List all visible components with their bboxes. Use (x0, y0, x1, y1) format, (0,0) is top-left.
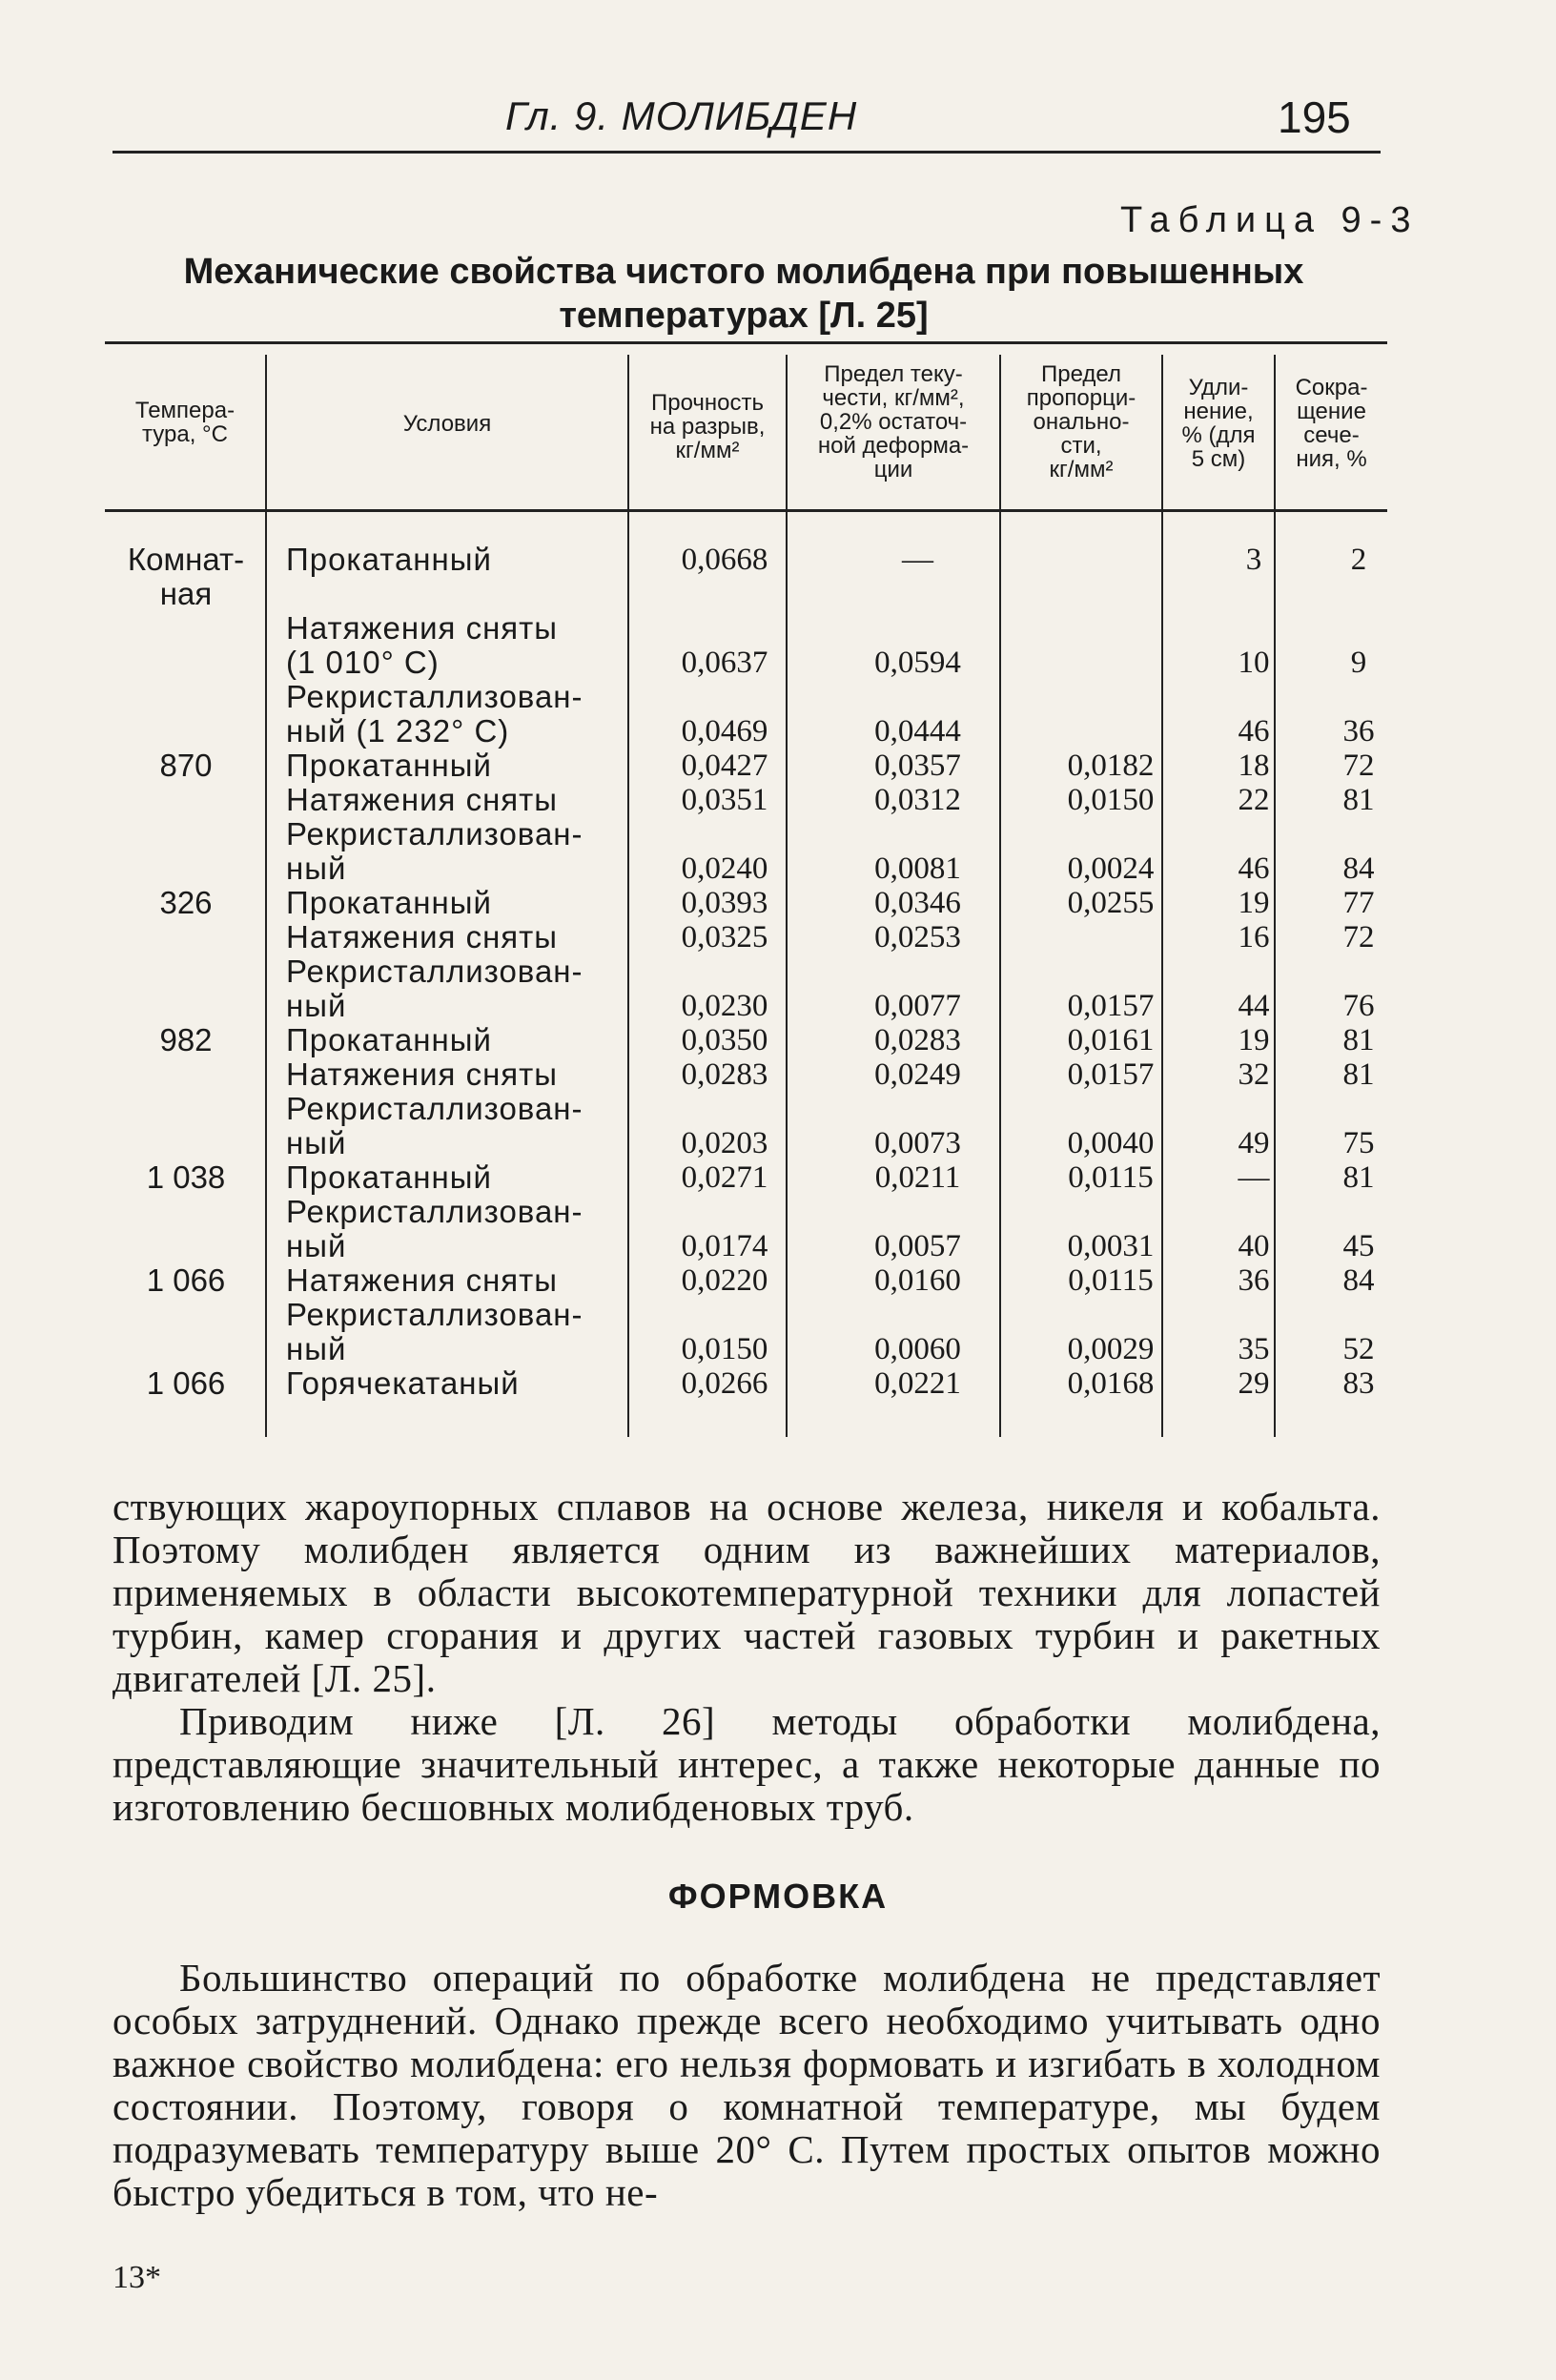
header-line: 5 см) (1191, 446, 1246, 472)
cell-yield: 0,0312 (874, 783, 961, 817)
cell-yield: 0,0253 (874, 920, 961, 954)
table-row (105, 1230, 1387, 1262)
table-row (105, 1093, 1387, 1125)
cell-strength: 0,0174 (681, 1229, 768, 1263)
cell-temperature: 982 (159, 1022, 213, 1057)
cell-proportionality: 0,0157 (1067, 989, 1155, 1023)
cell-reduction: 75 (1342, 1126, 1375, 1160)
cell-elongation: — (1238, 1160, 1270, 1195)
table-row (105, 955, 1387, 988)
cell-yield: 0,0249 (874, 1057, 961, 1092)
cell-reduction: 81 (1342, 1160, 1375, 1195)
cell-temperature: 870 (159, 748, 213, 783)
cell-proportionality: 0,0115 (1068, 1263, 1154, 1298)
cell-reduction: 72 (1342, 749, 1375, 783)
cell-conditions: ный (286, 1228, 347, 1263)
cell-conditions: Прокатанный (286, 542, 492, 577)
table-row (105, 1299, 1387, 1331)
col-header-strength (629, 391, 786, 462)
cell-conditions: Рекристаллизован- (286, 816, 584, 851)
cell-reduction: 81 (1342, 1023, 1375, 1057)
cell-strength: 0,0325 (681, 920, 768, 954)
col-header-reduction (1276, 376, 1387, 471)
col-header-conditions (267, 412, 627, 436)
table-label: Таблица 9-3 (1120, 200, 1420, 240)
cell-conditions: ный (1 232° С) (286, 713, 510, 749)
header-line: ной деформа- (817, 433, 970, 459)
header-line: сти, (1060, 433, 1102, 459)
col-header-yield (788, 362, 999, 482)
cell-conditions: Натяжения сняты (286, 1057, 558, 1092)
cell-conditions: Натяжения сняты (286, 782, 558, 817)
table-row (105, 784, 1387, 816)
cell-elongation: 44 (1238, 989, 1270, 1023)
cell-conditions: (1 010° С) (286, 645, 440, 680)
header-line: чести, кг/мм², (822, 385, 965, 411)
header-line: кг/мм² (1049, 457, 1114, 482)
table-row (105, 921, 1387, 954)
cell-yield: 0,0073 (874, 1126, 961, 1160)
col-header-elongation (1163, 376, 1274, 471)
header-line: Предел теку- (824, 361, 963, 387)
cell-temperature: 1 066 (146, 1262, 226, 1298)
table-row (105, 646, 1387, 679)
cell-reduction: 84 (1342, 851, 1375, 886)
cell-conditions: Рекристаллизован- (286, 1297, 584, 1332)
cell-reduction: 9 (1350, 646, 1367, 680)
cell-conditions: Натяжения сняты (286, 610, 558, 646)
cell-elongation: 16 (1238, 920, 1270, 954)
cell-elongation: 49 (1238, 1126, 1270, 1160)
cell-conditions: Натяжения сняты (286, 1262, 558, 1298)
cell-proportionality: 0,0031 (1067, 1229, 1155, 1263)
cell-strength: 0,0469 (681, 714, 768, 749)
cell-proportionality: 0,0029 (1067, 1332, 1155, 1366)
cell-reduction: 83 (1342, 1366, 1375, 1401)
cell-elongation: 46 (1238, 851, 1270, 886)
header-line: Предел (1041, 361, 1121, 387)
header-line: Сокра- (1295, 375, 1368, 400)
properties-table (105, 341, 1387, 1438)
header-line: на разрыв, (649, 414, 766, 440)
table-top-rule (105, 341, 1387, 344)
cell-conditions: Прокатанный (286, 748, 492, 783)
cell-yield: 0,0211 (874, 1160, 961, 1195)
header-line: пропорци- (1026, 385, 1136, 411)
cell-elongation: 36 (1238, 1263, 1270, 1298)
col-header-temp (105, 399, 265, 446)
cell-strength: 0,0203 (681, 1126, 768, 1160)
page-number: 195 (1278, 92, 1351, 142)
cell-reduction: 45 (1342, 1229, 1375, 1263)
table-row (105, 681, 1387, 713)
cell-strength: 0,0351 (681, 783, 768, 817)
cell-conditions: Рекристаллизован- (286, 1091, 584, 1126)
cell-proportionality: 0,0157 (1067, 1057, 1155, 1092)
header-rule (113, 151, 1381, 154)
col-header-proportionality (1001, 362, 1161, 482)
cell-reduction: 84 (1342, 1263, 1375, 1298)
cell-elongation: 35 (1238, 1332, 1270, 1366)
cell-conditions: Прокатанный (286, 885, 492, 920)
cell-yield: 0,0346 (874, 886, 961, 920)
cell-temperature: 326 (159, 885, 213, 920)
table-row (105, 578, 1387, 610)
cell-proportionality: 0,0161 (1067, 1023, 1155, 1057)
section-heading: ФОРМОВКА (667, 1877, 889, 1916)
table-row (105, 818, 1387, 851)
cell-strength: 0,0283 (681, 1057, 768, 1092)
paragraph: Большинство операций по обработке молибдена не представляет особых затруднений. Однако прежде всего необходимо учитывать одно важное свойство молибдена: его нельзя формовать и изгибать в холодном состоянии. Поэтому, говоря о комнатной температуре, мы будем подразумевать температуру выше 20° С. Путем простых опытов можно быстро убедиться в том, что не- (113, 1956, 1381, 2214)
cell-elongation: 40 (1238, 1229, 1270, 1263)
cell-yield: 0,0060 (874, 1332, 961, 1366)
cell-proportionality: 0,0255 (1067, 886, 1155, 920)
cell-elongation: 10 (1238, 646, 1270, 680)
cell-yield: 0,0077 (874, 989, 961, 1023)
header-line: Условия (402, 411, 492, 437)
table-row (105, 1367, 1387, 1400)
cell-reduction: 72 (1342, 920, 1375, 954)
cell-strength: 0,0240 (681, 851, 768, 886)
cell-strength: 0,0220 (681, 1263, 768, 1298)
table-row (105, 612, 1387, 645)
cell-strength: 0,0150 (681, 1332, 768, 1366)
table-title-line: температурах [Л. 25] (559, 296, 929, 336)
cell-yield: — (902, 543, 933, 577)
cell-strength: 0,0271 (681, 1160, 768, 1195)
cell-yield: 0,0283 (874, 1023, 961, 1057)
cell-temperature: 1 038 (146, 1159, 226, 1195)
table-row (105, 1024, 1387, 1057)
header-line: Прочность (650, 390, 765, 416)
cell-yield: 0,0357 (874, 749, 961, 783)
table-row (105, 715, 1387, 748)
cell-reduction: 76 (1342, 989, 1375, 1023)
cell-conditions: ный (286, 1331, 347, 1366)
signature-mark: 13* (113, 2260, 161, 2295)
cell-reduction: 81 (1342, 783, 1375, 817)
cell-conditions: ный (286, 1125, 347, 1160)
header-line: ции (873, 457, 913, 482)
header-line: онально- (1033, 409, 1130, 435)
cell-conditions: Натяжения сняты (286, 919, 558, 954)
table-row (105, 544, 1387, 576)
cell-conditions: Рекристаллизован- (286, 954, 584, 989)
running-header-chapter: Гл. 9. МОЛИБДЕН (505, 93, 858, 138)
cell-conditions: Рекристаллизован- (286, 1194, 584, 1229)
table-row (105, 1058, 1387, 1091)
cell-conditions: ный (286, 851, 347, 886)
paragraph: ствующих жароупорных сплавов на основе железа, никеля и кобальта. Поэтому молибден является одним из важнейших материалов, применяемых в области высокотемпературной техники для лопастей турбин, камер сгорания и других частей газовых турбин и ракетных двигателей [Л. 25]. (113, 1485, 1381, 1700)
cell-conditions: Прокатанный (286, 1159, 492, 1195)
cell-reduction: 2 (1350, 543, 1367, 577)
table-row (105, 1127, 1387, 1159)
table-row (105, 852, 1387, 885)
cell-yield: 0,0444 (874, 714, 961, 749)
table-row (105, 749, 1387, 782)
cell-reduction: 36 (1342, 714, 1375, 749)
cell-proportionality: 0,0150 (1067, 783, 1155, 817)
cell-temperature: 1 066 (146, 1365, 226, 1401)
cell-reduction: 52 (1342, 1332, 1375, 1366)
cell-strength: 0,0668 (681, 543, 768, 577)
cell-elongation: 32 (1238, 1057, 1270, 1092)
cell-conditions: Рекристаллизован- (286, 679, 584, 714)
cell-elongation: 3 (1245, 543, 1262, 577)
cell-proportionality: 0,0182 (1067, 749, 1155, 783)
cell-conditions: ный (286, 988, 347, 1023)
cell-yield: 0,0594 (874, 646, 961, 680)
header-line: Темпера- (134, 398, 235, 423)
header-line: % (для (1181, 422, 1256, 448)
cell-yield: 0,0057 (874, 1229, 961, 1263)
header-line: Удли- (1188, 375, 1249, 400)
table-title-line: Механические свойства чистого молибдена при повышенных (183, 252, 1304, 292)
table-row (105, 887, 1387, 919)
header-line: 0,2% остаточ- (819, 409, 968, 435)
table-row (105, 990, 1387, 1022)
cell-elongation: 29 (1238, 1366, 1270, 1401)
cell-elongation: 18 (1238, 749, 1270, 783)
header-line: сече- (1303, 422, 1360, 448)
cell-yield: 0,0221 (874, 1366, 961, 1401)
table-title (124, 250, 1363, 338)
cell-proportionality: 0,0168 (1067, 1366, 1155, 1401)
cell-conditions: Горячекатаный (286, 1365, 520, 1401)
cell-strength: 0,0350 (681, 1023, 768, 1057)
header-line: щение (1297, 399, 1366, 424)
header-line: тура, °С (142, 421, 228, 447)
cell-yield: 0,0160 (874, 1263, 961, 1298)
table-row (105, 1161, 1387, 1194)
table-row (105, 1333, 1387, 1365)
cell-elongation: 19 (1238, 886, 1270, 920)
cell-strength: 0,0266 (681, 1366, 768, 1401)
cell-strength: 0,0393 (681, 886, 768, 920)
table-row (105, 1264, 1387, 1297)
cell-elongation: 19 (1238, 1023, 1270, 1057)
header-line: ния, % (1296, 446, 1367, 472)
table-header-rule (105, 509, 1387, 512)
cell-strength: 0,0427 (681, 749, 768, 783)
cell-proportionality: 0,0040 (1067, 1126, 1155, 1160)
cell-proportionality: 0,0024 (1067, 851, 1155, 886)
cell-elongation: 46 (1238, 714, 1270, 749)
table-row (105, 1196, 1387, 1228)
cell-proportionality: 0,0115 (1068, 1160, 1154, 1195)
header-line: нение, (1183, 399, 1254, 424)
cell-strength: 0,0230 (681, 989, 768, 1023)
cell-yield: 0,0081 (874, 851, 961, 886)
header-line: кг/мм² (675, 438, 740, 463)
cell-elongation: 22 (1238, 783, 1270, 817)
cell-temperature: Комнат- (127, 542, 245, 577)
cell-reduction: 81 (1342, 1057, 1375, 1092)
cell-strength: 0,0637 (681, 646, 768, 680)
cell-temperature: ная (159, 576, 213, 611)
paragraph: Приводим ниже [Л. 26] методы обработки молибдена, представляющие значительный интерес, а также некоторые данные по изготовлению бесшовных молибденовых труб. (113, 1699, 1381, 1829)
cell-reduction: 77 (1342, 886, 1375, 920)
cell-conditions: Прокатанный (286, 1022, 492, 1057)
